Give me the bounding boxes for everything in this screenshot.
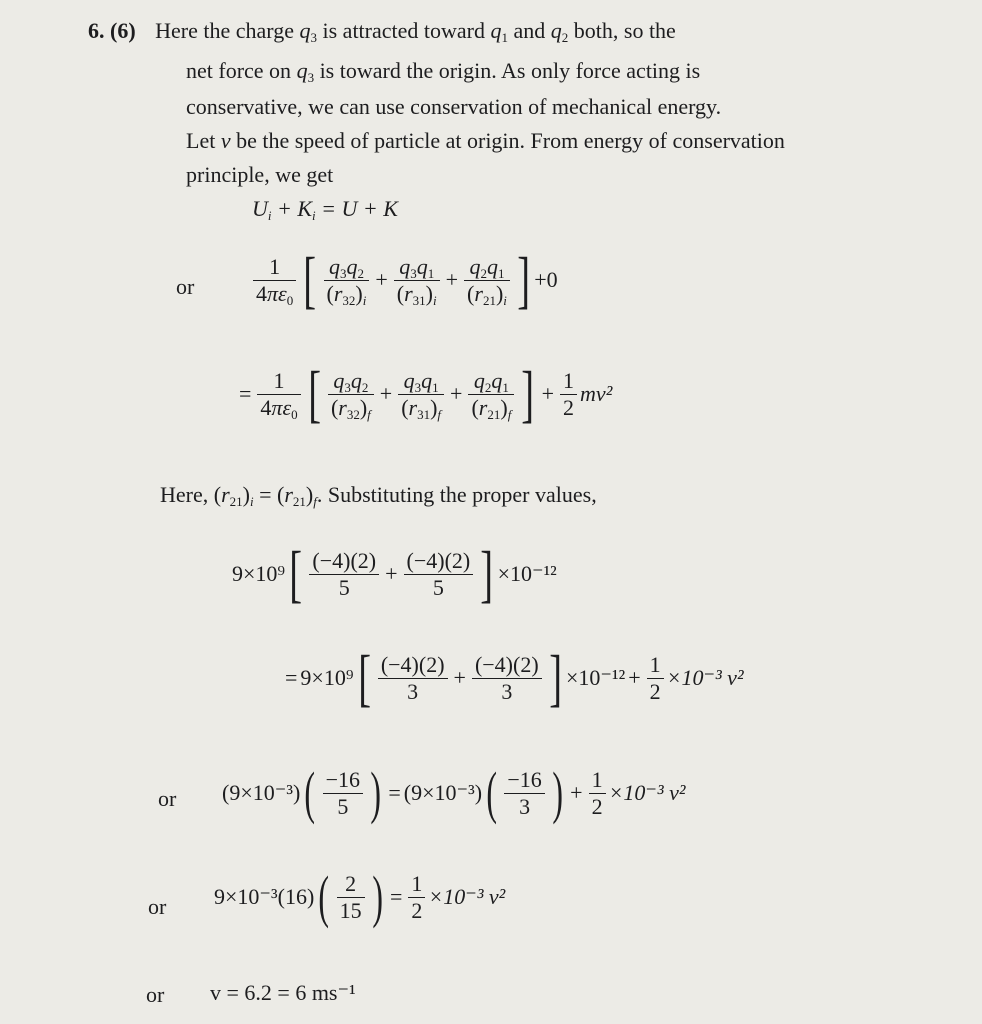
final-answer: v = 6.2 = 6 ms⁻¹ [210,980,356,1005]
intro-line-1: 6. (6) Here the charge $q_3$ is attracted toward $q_1$ and $q_2$ both, so the [88,18,676,45]
energy-conservation-equation: $U_i + K_i = U + K$ [252,196,398,223]
kinetic-term-2: ×10⁻³ v² [666,665,744,690]
simplified-equation: (9×10⁻³) ( $\frac{-16}{5}$ ) = (9×10⁻³) ( $\frac{-16}{3}$ ) + $\frac{1}{2}$ ×10⁻³ v² [222,760,686,825]
power-term: ×10⁻¹² [497,561,557,586]
intro-line-5: principle, we get [186,162,334,187]
intro-line-3: conservative, we can use conservation of mechanical energy. [186,94,722,119]
numeric-equation-final: = 9×10⁹ [ $\frac{(-4)(2)}{3}$ + $\frac{(-4)(2)}{3}$ ] ×10⁻¹² + $\frac{1}{2}$ ×10⁻³ v² [285,642,744,713]
or-label-1: or [176,274,195,299]
equation-final-energy: = $\frac{1}{4\pi\varepsilon_0}$ [ $\frac{q_3q_2}{(r_{32})_f}$ + $\frac{q_3q_1}{(r_{31})_f}$ + $\frac{q_2q_1}{(r_{21})_f}$ ] + $\frac{1}{2}$ mv² [239,358,613,429]
intro-line-4: Let v be the speed of particle at origin. From energy of conservation [186,128,785,153]
substitution-statement: Here, $(r_{21})_i = (r_{21})_f$. Substituting the proper values, [160,482,597,509]
coefficient: 9×10⁹ [232,561,286,586]
numeric-equation-initial: 9×10⁹ [ $\frac{(-4)(2)}{5}$ + $\frac{(-4)(2)}{5}$ ] ×10⁻¹² [232,538,557,609]
question-number: 6. (6) [88,18,136,43]
plus-zero: +0 [534,267,558,292]
or-label-4: or [146,982,165,1007]
further-simplified-equation: 9×10⁻³(16) ( $\frac{2}{15}$ ) = $\frac{1}{2}$ ×10⁻³ v² [214,864,506,929]
kinetic-energy-term: mv² [580,381,613,406]
or-label-2: or [158,786,177,811]
or-label-3: or [148,894,167,919]
equation-initial-energy: $\frac{1}{4\pi\varepsilon_0}$ [ $\frac{q_3q_2}{(r_{32})_i}$ + $\frac{q_3q_1}{(r_{31})_i}$ + $\frac{q_2q_1}{(r_{21})_i}$ ] +0 [250,248,558,312]
intro-line-2: net force on $q_3$ is toward the origin. As only force acting is [186,58,701,85]
